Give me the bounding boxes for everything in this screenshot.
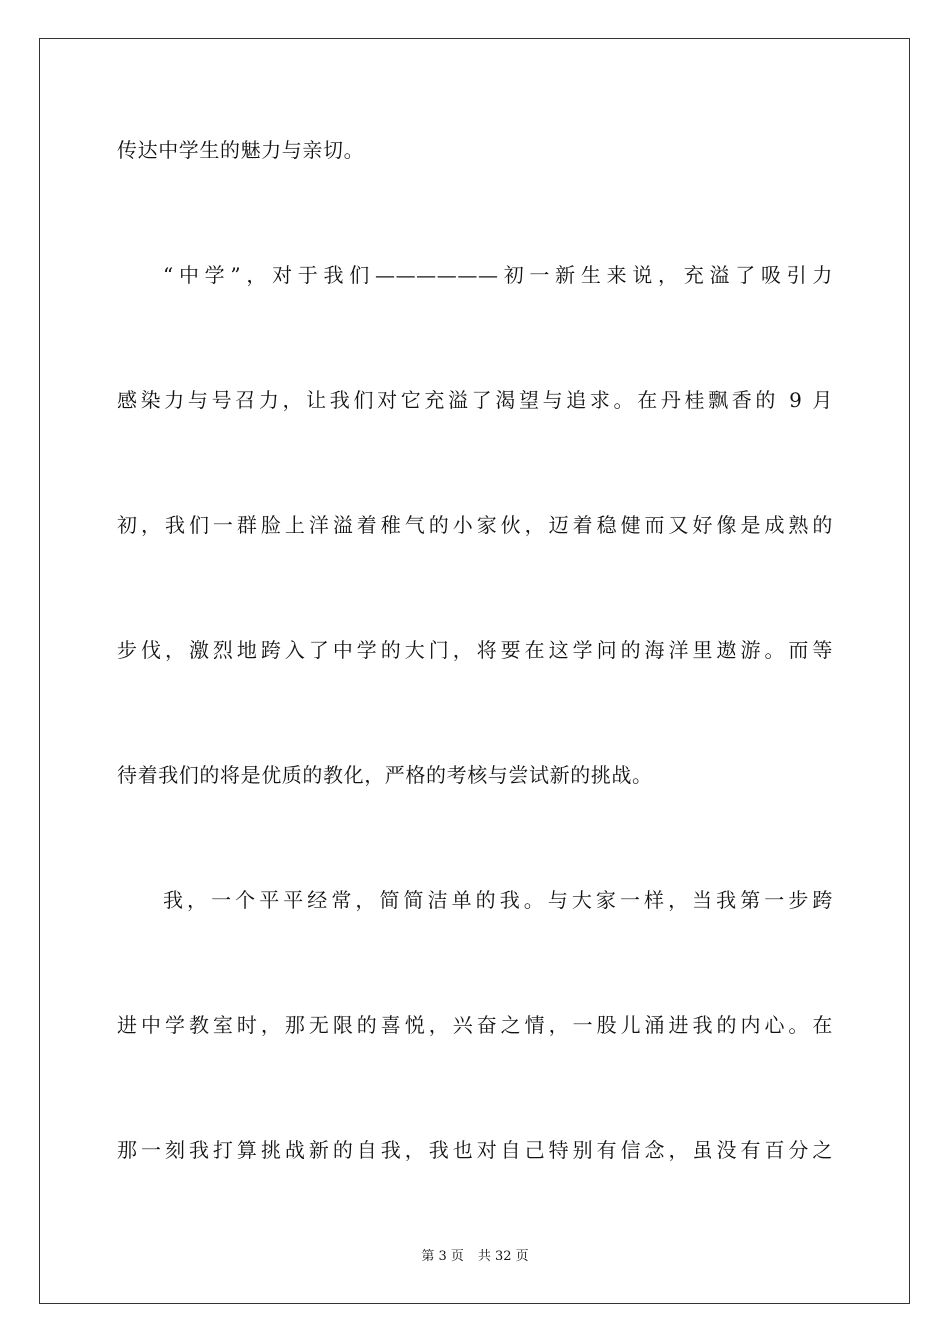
text-line-9: 那一刻我打算挑战新的自我，我也对自己特别有信念，虽没有百分之 [117, 1138, 833, 1162]
text-line-8: 进中学教室时，那无限的喜悦，兴奋之情，一股儿涌进我的内心。在 [117, 1013, 833, 1037]
page-number: 第 3 页 [421, 1249, 464, 1264]
text-line-1: 传达中学生的魅力与亲切。 [117, 138, 365, 162]
page-total: 共 32 页 [477, 1249, 529, 1264]
text-line-3: 感染力与号召力，让我们对它充溢了渴望与追求。在丹桂飘香的 9 月 [117, 388, 833, 412]
text-line-4: 初，我们一群脸上洋溢着稚气的小家伙，迈着稳健而又好像是成熟的 [117, 513, 833, 537]
text-line-2: “中学”，对于我们——————初一新生来说，充溢了吸引力 [163, 263, 833, 287]
page-footer [0, 1248, 950, 1266]
text-line-6: 待着我们的将是优质的教化，严格的考核与尝试新的挑战。 [117, 763, 653, 787]
page-border [39, 38, 910, 1304]
text-line-5: 步伐，激烈地跨入了中学的大门，将要在这学问的海洋里遨游。而等 [117, 638, 833, 662]
text-line-7: 我，一个平平经常，简简洁单的我。与大家一样，当我第一步跨 [163, 888, 833, 912]
